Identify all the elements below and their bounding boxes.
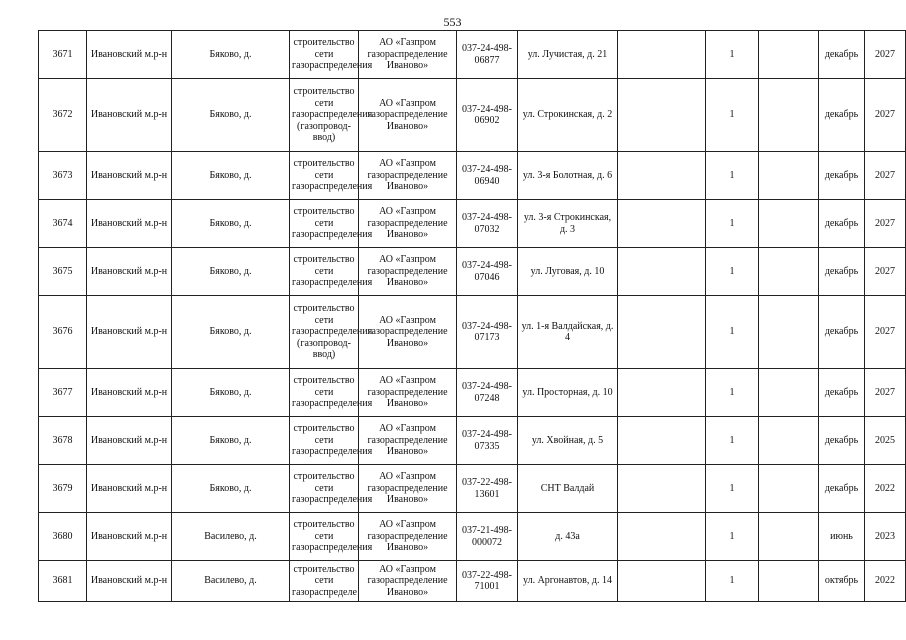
- cell-organization: АО «Газпром газораспределение Иваново»: [359, 296, 457, 369]
- cell-empty: [759, 369, 819, 417]
- cell-locality: Бяково, д.: [172, 465, 290, 513]
- cell-month: декабрь: [819, 152, 865, 200]
- cell-empty: [759, 417, 819, 465]
- cell-organization: АО «Газпром газораспределение Иваново»: [359, 248, 457, 296]
- cell-address: ул. Строкинская, д. 2: [518, 79, 618, 152]
- cell-district: Ивановский м.р-н: [87, 513, 172, 561]
- table-body: [39, 31, 906, 602]
- cell-quantity: 1: [706, 200, 759, 248]
- cell-empty: [759, 465, 819, 513]
- cell-empty: [759, 200, 819, 248]
- cell-empty: [618, 200, 706, 248]
- cell-organization: АО «Газпром газораспределение Иваново»: [359, 417, 457, 465]
- cell-year: 2025: [865, 417, 906, 465]
- gasification-table: [38, 30, 906, 602]
- cell-empty: [618, 417, 706, 465]
- cell-district: Ивановский м.р-н: [87, 417, 172, 465]
- cell-code: 037-24-498-07173: [457, 296, 518, 369]
- cell-number: 3679: [39, 465, 87, 513]
- cell-district: Ивановский м.р-н: [87, 152, 172, 200]
- cell-district: Ивановский м.р-н: [87, 200, 172, 248]
- cell-empty: [759, 561, 819, 602]
- cell-month: декабрь: [819, 79, 865, 152]
- cell-quantity: 1: [706, 417, 759, 465]
- cell-code: 037-24-498-07335: [457, 417, 518, 465]
- cell-month: декабрь: [819, 31, 865, 79]
- cell-organization: АО «Газпром газораспределение Иваново»: [359, 369, 457, 417]
- cell-code: 037-21-498-000072: [457, 513, 518, 561]
- cell-district: Ивановский м.р-н: [87, 465, 172, 513]
- cell-quantity: 1: [706, 513, 759, 561]
- cell-locality: Бяково, д.: [172, 200, 290, 248]
- cell-empty: [618, 31, 706, 79]
- cell-empty: [759, 248, 819, 296]
- cell-year: 2027: [865, 152, 906, 200]
- cell-quantity: 1: [706, 248, 759, 296]
- cell-work-type: строительство сети газораспределения: [290, 152, 359, 200]
- cell-quantity: 1: [706, 152, 759, 200]
- cell-code: 037-24-498-06877: [457, 31, 518, 79]
- cell-quantity: 1: [706, 561, 759, 602]
- cell-address: ул. Луговая, д. 10: [518, 248, 618, 296]
- cell-empty: [618, 369, 706, 417]
- cell-organization: АО «Газпром газораспределение Иваново»: [359, 465, 457, 513]
- cell-district: Ивановский м.р-н: [87, 31, 172, 79]
- cell-number: 3672: [39, 79, 87, 152]
- cell-work-type: строительство сети газораспределения: [290, 248, 359, 296]
- cell-empty: [759, 79, 819, 152]
- cell-month: декабрь: [819, 369, 865, 417]
- cell-month: октябрь: [819, 561, 865, 602]
- cell-locality: Бяково, д.: [172, 417, 290, 465]
- cell-locality: Бяково, д.: [172, 79, 290, 152]
- cell-number: 3678: [39, 417, 87, 465]
- cell-code: 037-24-498-07032: [457, 200, 518, 248]
- cell-work-type: строительство сети газораспределения (газопровод-ввод): [290, 296, 359, 369]
- cell-year: 2022: [865, 465, 906, 513]
- cell-work-type: строительство сети газораспределения (газопровод-ввод): [290, 79, 359, 152]
- cell-empty: [618, 561, 706, 602]
- cell-address: ул. 1-я Валдайская, д. 4: [518, 296, 618, 369]
- cell-locality: Бяково, д.: [172, 296, 290, 369]
- cell-empty: [618, 79, 706, 152]
- cell-empty: [618, 513, 706, 561]
- cell-number: 3674: [39, 200, 87, 248]
- cell-locality: Бяково, д.: [172, 31, 290, 79]
- cell-quantity: 1: [706, 31, 759, 79]
- cell-empty: [618, 296, 706, 369]
- cell-locality: Бяково, д.: [172, 152, 290, 200]
- table-row: [39, 248, 906, 296]
- cell-district: Ивановский м.р-н: [87, 79, 172, 152]
- table-row: [39, 31, 906, 79]
- table-row: [39, 417, 906, 465]
- cell-code: 037-22-498-13601: [457, 465, 518, 513]
- cell-address: ул. Аргонавтов, д. 14: [518, 561, 618, 602]
- cell-work-type: строительство сети газораспределения: [290, 417, 359, 465]
- cell-empty: [618, 248, 706, 296]
- cell-code: 037-24-498-06940: [457, 152, 518, 200]
- cell-district: Ивановский м.р-н: [87, 296, 172, 369]
- cell-organization: АО «Газпром газораспределение Иваново»: [359, 561, 457, 602]
- table-row: [39, 296, 906, 369]
- cell-month: июнь: [819, 513, 865, 561]
- cell-year: 2027: [865, 296, 906, 369]
- cell-organization: АО «Газпром газораспределение Иваново»: [359, 200, 457, 248]
- cell-empty: [618, 152, 706, 200]
- table-row: [39, 369, 906, 417]
- cell-number: 3681: [39, 561, 87, 602]
- cell-year: 2027: [865, 200, 906, 248]
- table-row: [39, 513, 906, 561]
- cell-locality: Бяково, д.: [172, 248, 290, 296]
- cell-code: 037-24-498-07248: [457, 369, 518, 417]
- cell-number: 3671: [39, 31, 87, 79]
- cell-year: 2027: [865, 248, 906, 296]
- cell-district: Ивановский м.р-н: [87, 561, 172, 602]
- table-row: [39, 465, 906, 513]
- cell-organization: АО «Газпром газораспределение Иваново»: [359, 31, 457, 79]
- table-row: [39, 79, 906, 152]
- cell-number: 3673: [39, 152, 87, 200]
- cell-work-type: строительство сети газораспределе: [290, 561, 359, 602]
- cell-address: ул. 3-я Болотная, д. 6: [518, 152, 618, 200]
- cell-month: декабрь: [819, 417, 865, 465]
- table-row: [39, 561, 906, 602]
- cell-year: 2027: [865, 369, 906, 417]
- cell-work-type: строительство сети газораспределения: [290, 200, 359, 248]
- cell-year: 2023: [865, 513, 906, 561]
- cell-address: ул. Хвойная, д. 5: [518, 417, 618, 465]
- cell-work-type: строительство сети газораспределения: [290, 369, 359, 417]
- cell-locality: Василево, д.: [172, 561, 290, 602]
- cell-work-type: строительство сети газораспределения: [290, 513, 359, 561]
- cell-organization: АО «Газпром газораспределение Иваново»: [359, 513, 457, 561]
- cell-district: Ивановский м.р-н: [87, 248, 172, 296]
- table-row: [39, 200, 906, 248]
- cell-quantity: 1: [706, 79, 759, 152]
- cell-organization: АО «Газпром газораспределение Иваново»: [359, 79, 457, 152]
- cell-address: СНТ Валдай: [518, 465, 618, 513]
- cell-number: 3680: [39, 513, 87, 561]
- cell-quantity: 1: [706, 369, 759, 417]
- cell-address: ул. Просторная, д. 10: [518, 369, 618, 417]
- cell-empty: [759, 152, 819, 200]
- cell-year: 2027: [865, 79, 906, 152]
- cell-number: 3675: [39, 248, 87, 296]
- cell-work-type: строительство сети газораспределения: [290, 465, 359, 513]
- cell-code: 037-22-498-71001: [457, 561, 518, 602]
- cell-year: 2027: [865, 31, 906, 79]
- cell-district: Ивановский м.р-н: [87, 369, 172, 417]
- cell-organization: АО «Газпром газораспределение Иваново»: [359, 152, 457, 200]
- cell-month: декабрь: [819, 200, 865, 248]
- cell-work-type: строительство сети газораспределения: [290, 31, 359, 79]
- cell-quantity: 1: [706, 465, 759, 513]
- cell-month: декабрь: [819, 248, 865, 296]
- cell-locality: Бяково, д.: [172, 369, 290, 417]
- cell-code: 037-24-498-07046: [457, 248, 518, 296]
- cell-address: ул. Лучистая, д. 21: [518, 31, 618, 79]
- cell-number: 3676: [39, 296, 87, 369]
- cell-empty: [759, 31, 819, 79]
- cell-address: ул. 3-я Строкинская, д. 3: [518, 200, 618, 248]
- cell-locality: Василево, д.: [172, 513, 290, 561]
- cell-year: 2022: [865, 561, 906, 602]
- cell-quantity: 1: [706, 296, 759, 369]
- cell-number: 3677: [39, 369, 87, 417]
- cell-code: 037-24-498-06902: [457, 79, 518, 152]
- cell-month: декабрь: [819, 465, 865, 513]
- cell-empty: [618, 465, 706, 513]
- cell-empty: [759, 513, 819, 561]
- page-number: 553: [443, 15, 462, 29]
- cell-address: д. 43а: [518, 513, 618, 561]
- table-row: [39, 152, 906, 200]
- cell-month: декабрь: [819, 296, 865, 369]
- cell-empty: [759, 296, 819, 369]
